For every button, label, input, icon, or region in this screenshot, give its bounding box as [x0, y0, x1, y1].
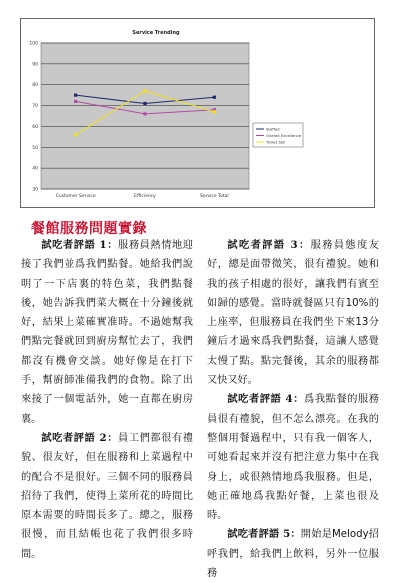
article-title: 餐館服務問題實錄: [31, 221, 147, 237]
review-5-label: 試吃者評語 5：: [227, 528, 301, 541]
review-1-label: 試吃者評語 1：: [41, 239, 119, 251]
plot-area: [41, 43, 249, 189]
article-right-column: [207, 236, 379, 583]
y-tick-label: 100: [29, 41, 38, 47]
data-point: [74, 100, 77, 103]
legend-label: Staffed: [266, 126, 280, 132]
review-1: [21, 236, 193, 429]
review-3-label: 試吃者評語 3：: [227, 239, 311, 251]
review-5: [207, 525, 379, 583]
y-tick-label: 50: [32, 145, 38, 151]
review-2-label: 試吃者評語 2：: [41, 431, 119, 444]
data-point: [213, 96, 216, 99]
review-5-text: 開始是Melody招呼我們，給我們上飲料，另外一位服務: [207, 529, 379, 580]
y-tick-label: 70: [32, 104, 38, 110]
y-tick-label: 90: [32, 62, 38, 68]
data-point: [213, 110, 216, 113]
review-2: [21, 429, 193, 564]
article-left-column: [21, 236, 193, 564]
review-2-text: 員工們都很有禮貌、很友好，但在服務和上菜過程中的配合不是很好。三個不同的服務員招待了我們，使得上菜所花的時間比原本需要的時間長多了。總之，服務很慢，而且結帳也花了我們很多時間。: [21, 432, 193, 560]
chart-frame: [20, 18, 375, 208]
review-4-text: 爲我點餐的服務員很有禮貌，但不怎么漂亮。在我的整個用餐過程中，只有我一個客人，可她看起來并沒有把注意力集中在我身上，或很熱情地爲我服務。但是，她正確地爲我點好餐，上菜也很及時。: [207, 394, 379, 522]
y-tick-label: 80: [32, 83, 38, 89]
y-tick-label: 40: [32, 166, 38, 172]
data-point: [74, 133, 77, 136]
chart-title: Service Trending: [132, 30, 180, 36]
review-3-text: 服務員態度友好，總是面帶微笑，很有禮貌。她和我的孩子相處的很好，讓我們有賓至如歸的感覺。當時就餐區只有10%的上座率，但服務員在我們坐下來13分鐘后才過來爲我們點餐，這讓人感覺太慢了點。點完餐後，其余的服務都又快又好。: [207, 240, 379, 387]
data-point: [143, 89, 146, 92]
data-point: [74, 94, 77, 97]
review-1-text: 服務員熱情地迎接了我們並爲我們點餐。她給我們說明了一下店裏的特色菜，我們點餐後，她告訴我們菜大概在十分鐘後就好，結果上菜確實准時。不過她幫我們點完餐就回到廚房幫忙去了，我們都沒有機會交談。她好像是在打下手，幫廚師准備我們的食物。除了出來接了一個電話外，她一直都在廚房裏。: [21, 240, 193, 425]
y-tick-label: 60: [32, 124, 38, 130]
x-tick-label: Customer Service: [55, 194, 96, 199]
data-point: [143, 102, 146, 105]
legend-label: Ticket Sell: [266, 139, 286, 145]
x-tick-label: Efficiency: [134, 194, 156, 199]
data-point: [143, 112, 146, 115]
review-4-label: 試吃者評語 4：: [227, 393, 305, 406]
y-tick-label: 30: [32, 187, 38, 193]
service-trending-chart: [21, 19, 374, 207]
review-3: [207, 236, 379, 390]
legend-label: Overall Excellence: [266, 133, 302, 138]
x-tick-label: Service Total: [200, 194, 229, 199]
review-4: [207, 390, 379, 525]
